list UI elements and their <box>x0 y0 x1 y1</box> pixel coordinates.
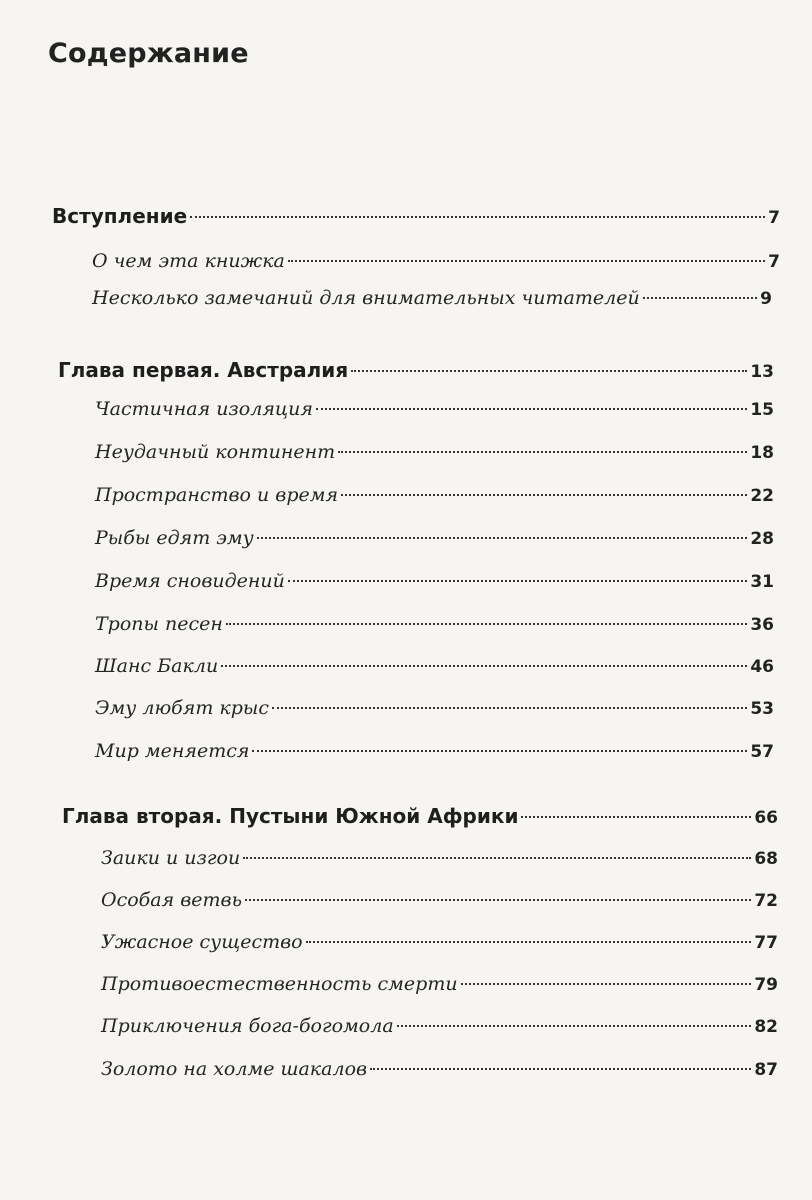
toc-page-number: 31 <box>750 572 774 592</box>
toc-page-number: 87 <box>754 1060 778 1080</box>
toc-section-entry[interactable] <box>95 613 774 643</box>
toc-page-number: 7 <box>768 208 780 228</box>
toc-section-entry[interactable] <box>95 740 774 770</box>
toc-page-number: 53 <box>750 699 774 719</box>
toc-section-entry[interactable] <box>101 1015 778 1045</box>
toc-section-entry[interactable] <box>95 655 774 685</box>
dot-leader <box>243 857 751 859</box>
toc-section-entry[interactable] <box>101 1058 778 1088</box>
toc-page-number: 36 <box>750 615 774 635</box>
toc-page-number: 68 <box>754 849 778 869</box>
dot-leader <box>226 623 747 625</box>
toc-page-number: 72 <box>754 891 778 911</box>
dot-leader <box>257 537 748 539</box>
toc-chapter-title: Вступление <box>52 204 188 228</box>
dot-leader <box>190 216 765 218</box>
toc-section-title: Рыбы едят эму <box>95 527 254 549</box>
toc-page-number: 28 <box>750 529 774 549</box>
toc-page-number: 18 <box>750 443 774 463</box>
dot-leader <box>288 580 747 582</box>
toc-section-entry[interactable] <box>101 847 778 877</box>
toc-section-title: Частичная изоляция <box>95 398 313 420</box>
dot-leader <box>351 370 747 372</box>
toc-chapter-title: Глава вторая. Пустыни Южной Африки <box>62 804 519 828</box>
toc-section-entry[interactable] <box>95 527 774 557</box>
toc-page-number: 15 <box>750 400 774 420</box>
toc-chapter-entry[interactable] <box>62 804 778 834</box>
toc-section-entry[interactable] <box>95 570 774 600</box>
toc-page-number: 57 <box>750 742 774 762</box>
toc-chapter-entry[interactable] <box>58 358 774 388</box>
toc-section-title: Несколько замечаний для внимательных читателей <box>92 287 640 309</box>
toc-section-title: Мир меняется <box>95 740 250 762</box>
toc-page-number: 46 <box>750 657 774 677</box>
toc-section-entry[interactable] <box>95 697 774 727</box>
toc-section-title: О чем эта книжка <box>92 250 285 272</box>
toc-section-title: Эму любят крыс <box>95 697 270 719</box>
toc-section-entry[interactable] <box>95 398 774 428</box>
toc-page-number: 82 <box>754 1017 778 1037</box>
toc-section-entry[interactable] <box>101 889 778 919</box>
toc-section-title: Заики и изгои <box>101 847 241 869</box>
dot-leader <box>252 750 747 752</box>
toc-page-number: 77 <box>754 933 778 953</box>
dot-leader <box>338 451 747 453</box>
dot-leader <box>370 1068 751 1070</box>
dot-leader <box>288 260 765 262</box>
toc-page-number: 7 <box>768 252 780 272</box>
toc-section-title: Ужасное существо <box>101 931 303 953</box>
toc-section-entry[interactable] <box>101 931 778 961</box>
toc-chapter-entry[interactable] <box>52 204 780 234</box>
toc-section-entry[interactable] <box>101 973 778 1003</box>
toc-section-title: Неудачный континент <box>95 441 336 463</box>
dot-leader <box>341 494 747 496</box>
dot-leader <box>643 297 757 299</box>
toc-section-entry[interactable] <box>95 484 774 514</box>
toc-page-number: 9 <box>760 289 772 309</box>
toc-section-entry[interactable] <box>92 287 772 317</box>
dot-leader <box>245 899 751 901</box>
dot-leader <box>221 665 747 667</box>
toc-section-title: Золото на холме шакалов <box>101 1058 368 1080</box>
dot-leader <box>521 816 751 818</box>
toc-page-number: 22 <box>750 486 774 506</box>
page-title: Содержание <box>48 38 249 69</box>
toc-section-title: Пространство и время <box>95 484 339 506</box>
toc-section-entry[interactable] <box>92 250 780 280</box>
dot-leader <box>397 1025 752 1027</box>
toc-section-title: Особая ветвь <box>101 889 242 911</box>
dot-leader <box>306 941 752 943</box>
toc-chapter-title: Глава первая. Австралия <box>58 358 349 382</box>
dot-leader <box>461 983 752 985</box>
toc-page-number: 13 <box>750 362 774 382</box>
toc-page-number: 79 <box>754 975 778 995</box>
toc-section-entry[interactable] <box>95 441 774 471</box>
dot-leader <box>316 408 747 410</box>
toc-section-title: Противоестественность смерти <box>101 973 458 995</box>
toc-page-number: 66 <box>754 808 778 828</box>
dot-leader <box>272 707 747 709</box>
toc-section-title: Время сновидений <box>95 570 285 592</box>
toc-section-title: Приключения бога-богомола <box>101 1015 394 1037</box>
toc-section-title: Тропы песен <box>95 613 223 635</box>
toc-section-title: Шанс Бакли <box>95 655 219 677</box>
